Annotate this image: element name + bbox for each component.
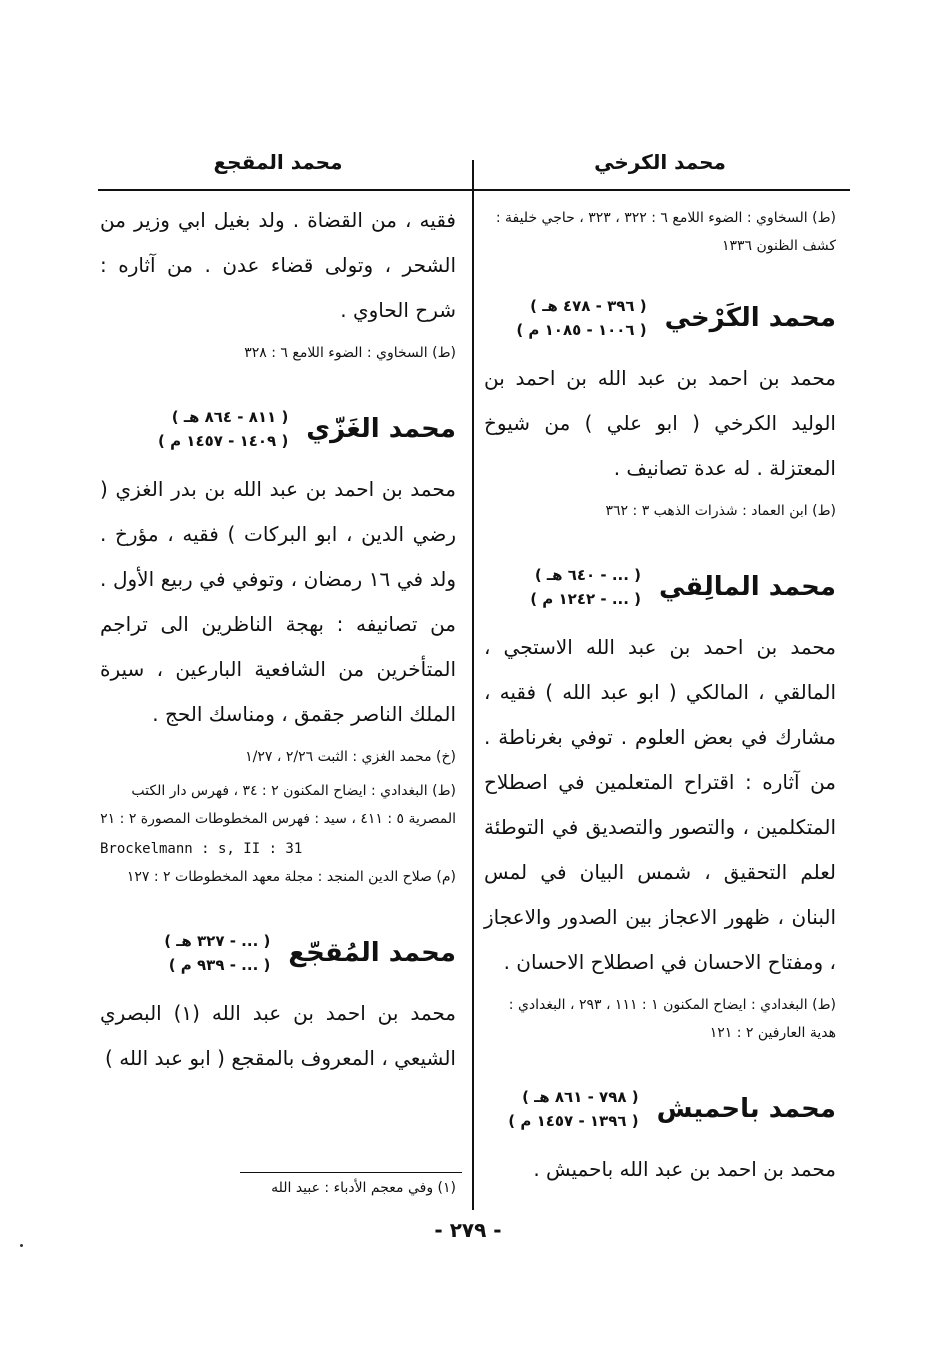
dates-gregorian: ( ... - ١٢٤٢ م )	[530, 590, 641, 608]
entry-source: (م) صلاح الدين المنجد : مجلة معهد المخطوطات ٢ : ١٢٧	[126, 869, 456, 885]
dates-gregorian: ( ١٣٩٦ - ١٤٥٧ م )	[508, 1112, 639, 1130]
page-number: - ٢٧٩ -	[434, 1218, 502, 1242]
footnote-rule	[240, 1172, 462, 1173]
entry-body: محمد بن احمد بن عبد الله بن بدر الغزي ( رضي الدين ، ابو البركات ) فقيه ، مؤرخ . ولد في ١٦ رمضان ، وتوفي في ربيع الأول . من تصانيفه : بهجة الناظرين الى تراجم المتأخرين من الشافعية البارعين ، سيرة الملك الناصر جقمق ، ومناسك الحج .	[100, 477, 456, 726]
entry-source: (ط) البغدادي : ايضاح المكنون ٢ : ٣٤ ، فهرس دار الكتب المصرية ٥ : ٤١١ ، سيد : فهرس المخطوطات المصورة ٢ : ٢١	[100, 783, 456, 827]
entry-name: محمد المالِقي	[659, 572, 836, 602]
entry-header-ghazzi	[100, 405, 456, 453]
entry-body: محمد بن احمد بن عبد الله (١) البصري الشيعي ، المعروف بالمقجع ( ابو عبد الله )	[100, 1001, 457, 1070]
entry-source: (ط) البغدادي : ايضاح المكنون ١ : ١١١ ، ٢٩٣ ، البغدادي : هدية العارفين ٢ : ١٢١	[508, 997, 836, 1041]
dates-hijri: ( ٧٩٨ - ٨٦١ هـ )	[522, 1088, 639, 1106]
left-column-header: محمد المقجع	[213, 150, 343, 174]
entry-dates	[530, 563, 641, 611]
entry-name: محمد الكَرْخي	[664, 303, 836, 333]
column-divider	[472, 160, 474, 1210]
entry-source: (خ) محمد الغزي : الثبت ٢/٢٦ ، ١/٢٧	[245, 749, 456, 765]
entry-name: محمد الغَزّي	[306, 414, 456, 444]
entry-header-karkhi	[484, 294, 836, 342]
right-column	[484, 198, 836, 1192]
entry-dates	[164, 929, 270, 977]
dates-gregorian: ( ١٤٠٩ - ١٤٥٧ م )	[158, 432, 289, 450]
entry-dates	[516, 294, 646, 342]
entry-body: محمد بن احمد بن عبد الله الاستجي ، المالقي ، المالكي ( ابو عبد الله ) فقيه ، مشارك في بعض العلوم . توفي بغرناطة . من آثاره : اقتراح المتعلمين في اصطلاح المتكلمين ، والتصور والتصديق في التوطئة لعلم التحقيق ، شمس البيان في لمس البنان ، ظهور الاعجاز بين الصدور والاعجاز ، ومفتاح الاحسان في اصطلاح الاحسان .	[484, 635, 836, 974]
dates-hijri: ( ٨١١ - ٨٦٤ هـ )	[171, 408, 289, 426]
dates-gregorian: ( ١٠٠٦ - ١٠٨٥ م )	[516, 321, 647, 339]
entry-dates	[508, 1085, 638, 1133]
dates-gregorian: ( ... - ٩٣٩ م )	[168, 956, 271, 974]
left-intro-body: فقيه ، من القضاة . ولد بغيل ابي وزير من الشحر ، وتولى قضاء عدن . من آثاره : شرح الحاوي .	[100, 208, 456, 322]
right-column-header: محمد الكرخي	[594, 150, 726, 174]
entry-header-muqajja	[100, 929, 456, 977]
dates-hijri: ( ٣٩٦ - ٤٧٨ هـ )	[530, 297, 647, 315]
entry-dates	[158, 405, 288, 453]
left-column	[100, 198, 456, 1081]
footnote: (١) وفي معجم الأدباء : عبيد الله	[271, 1180, 456, 1196]
entry-latin-source: Brockelmann : s, II : 31	[100, 841, 303, 857]
entry-body: محمد بن احمد بن عبد الله باحميش .	[533, 1157, 836, 1181]
dates-hijri: ( ... - ٣٢٧ هـ )	[164, 932, 271, 950]
dates-hijri: ( ... - ٦٤٠ هـ )	[534, 566, 641, 584]
entry-header-maliqi	[484, 563, 836, 611]
entry-name: محمد باحميش	[656, 1094, 836, 1124]
right-intro-source: (ط) السخاوي : الضوء اللامع ٦ : ٣٢٢ ، ٣٢٣ ، حاجي خليفة : كشف الظنون ١٣٣٦	[495, 210, 836, 254]
entry-body: محمد بن احمد بن عبد الله بن احمد بن الوليد الكرخي ( ابو علي ) من شيوخ المعتزلة . له عدة تصانيف .	[484, 366, 836, 480]
entry-header-bahmish	[484, 1085, 836, 1133]
entry-source: (ط) ابن العماد : شذرات الذهب ٣ : ٣٦٢	[605, 503, 836, 519]
entry-name: محمد المُقجّع	[288, 938, 456, 968]
scan-speck	[20, 1244, 23, 1247]
header-rule	[98, 189, 850, 191]
left-intro-source: (ط) السخاوي : الضوء اللامع ٦ : ٣٢٨	[244, 345, 456, 361]
